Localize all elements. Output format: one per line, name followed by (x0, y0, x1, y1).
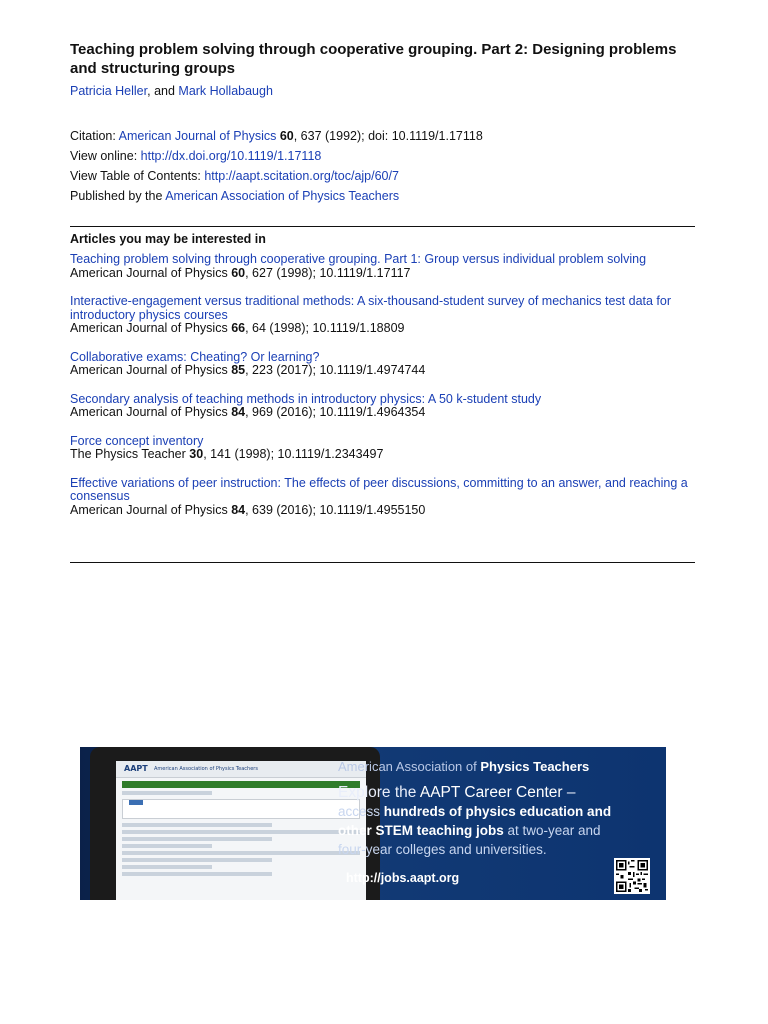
banner-line-2b: hundreds of physics education and (383, 804, 612, 819)
related-article-volume: 84 (231, 502, 246, 517)
related-article-volume: 60 (231, 265, 246, 280)
toc-label: View Table of Contents: (70, 169, 205, 183)
tablet-line (122, 865, 212, 869)
banner-line-1 (338, 783, 658, 802)
qr-code-icon (614, 858, 650, 894)
related-article (70, 393, 695, 420)
cover-page (70, 40, 695, 517)
banner-line-1a: Explore the (338, 784, 420, 801)
related-article-source (70, 322, 695, 336)
related-articles-list (70, 253, 695, 532)
tablet-image (90, 747, 380, 900)
related-article (70, 351, 695, 378)
top-divider (70, 226, 695, 227)
tablet-aapt-logo-sub: American Association of Physics Teachers (154, 766, 258, 772)
related-article-title-link[interactable]: Secondary analysis of teaching methods in introductory physics: A 50 k-student study (70, 391, 542, 406)
banner-line-2 (338, 802, 658, 821)
doi-link[interactable]: http://dx.doi.org/10.1119/1.17118 (140, 149, 322, 163)
tablet-line (122, 872, 272, 876)
tablet-line (122, 851, 360, 855)
tablet-line (122, 858, 272, 862)
banner-line-2a: access (338, 804, 384, 819)
tablet-line (122, 823, 272, 827)
related-article-volume: 30 (189, 447, 204, 461)
banner-org-prefix: American Association of (338, 759, 481, 774)
banner-copy (338, 783, 658, 859)
related-article-citation: , 64 (1998); 10.1119/1.18809 (245, 321, 405, 335)
related-article-title-link[interactable]: Force concept inventory (70, 433, 204, 448)
related-article-citation: , 969 (2016); 10.1119/1.4964354 (245, 405, 426, 419)
toc-link[interactable]: http://aapt.scitation.org/toc/ajp/60/7 (204, 169, 399, 183)
related-article (70, 295, 695, 336)
author-separator: , and (147, 84, 179, 98)
article-title: Teaching problem solving through cooperative grouping. Part 2: Designing problems and structuring groups (70, 41, 677, 77)
related-article-journal: American Journal of Physics (70, 502, 232, 517)
related-article-volume: 84 (231, 405, 246, 419)
related-article-title-link[interactable]: Teaching problem solving through cooperative grouping. Part 1: Group versus individual problem solving (70, 252, 647, 266)
banner-line-1b: AAPT Career Center (419, 784, 563, 801)
bottom-divider (70, 562, 695, 563)
tablet-line (122, 844, 212, 848)
related-article-citation: , 223 (2017); 10.1119/1.4974744 (245, 363, 426, 377)
tablet-site-header (116, 761, 366, 778)
tablet-screen (116, 761, 366, 900)
related-article-journal: American Journal of Physics (70, 321, 232, 335)
related-article (70, 435, 695, 462)
citation-label: Citation: (70, 129, 119, 143)
publisher-link[interactable]: American Association of Physics Teachers (165, 189, 400, 203)
banner-line-3a: other STEM teaching jobs (338, 823, 504, 838)
related-article-title-link[interactable]: Collaborative exams: Cheating? Or learning? (70, 349, 320, 364)
citation-line (70, 126, 695, 146)
tablet-site-nav (122, 781, 360, 788)
related-article (70, 253, 695, 280)
related-article-journal: American Journal of Physics (70, 265, 232, 280)
related-article-title-link[interactable]: Interactive-engagement versus traditional methods: A six-thousand-student survey of mechanics test data for introductory physics courses (70, 294, 672, 322)
related-article-source (70, 267, 695, 281)
tablet-line (122, 837, 272, 841)
related-article-source (70, 364, 695, 378)
author-link-hollabaugh[interactable]: Mark Hollabaugh (178, 84, 273, 98)
related-heading: Articles you may be interested in (70, 232, 266, 246)
author-link-heller[interactable]: Patricia Heller (70, 84, 148, 98)
tablet-search-button (129, 800, 143, 805)
related-article-volume: 85 (231, 363, 246, 377)
tablet-line (122, 791, 212, 795)
toc-line (70, 166, 695, 186)
publisher-line (70, 186, 695, 206)
banner-org-name (338, 759, 589, 774)
banner-line-3 (338, 821, 658, 840)
related-article-citation: , 627 (1998); 10.1119/1.17117 (245, 265, 411, 280)
tablet-search-box (122, 799, 360, 819)
related-article-journal: American Journal of Physics (70, 405, 232, 419)
tablet-aapt-logo: AAPT (124, 764, 148, 773)
related-article-citation: , 141 (1998); 10.1119/1.2343497 (203, 447, 384, 461)
banner-org-strong: Physics Teachers (480, 759, 590, 774)
author-list (70, 84, 695, 98)
citation-volume: 60 (279, 129, 294, 143)
related-article (70, 477, 695, 518)
related-article-source (70, 504, 695, 518)
published-label: Published by the (70, 189, 166, 203)
banner-url-link[interactable]: http://jobs.aapt.org (346, 871, 460, 885)
citation-rest: , 637 (1992); doi: 10.1119/1.17118 (293, 129, 483, 143)
view-online-label: View online: (70, 149, 141, 163)
related-article-source (70, 406, 695, 420)
related-article-title-link[interactable]: Effective variations of peer instruction: The effects of peer discussions, committing to an answer, and reaching a consensus (70, 475, 688, 503)
journal-link[interactable]: American Journal of Physics (118, 129, 277, 143)
citation-block (70, 126, 695, 206)
tablet-line (122, 830, 360, 834)
related-article-volume: 66 (231, 321, 246, 335)
banner-line-4: four-year colleges and universities. (338, 842, 547, 857)
related-article-source (70, 448, 695, 462)
related-article-journal: American Journal of Physics (70, 363, 232, 377)
banner-line-3b: at two-year and (503, 823, 601, 838)
banner-line-1c: – (562, 784, 576, 801)
career-center-banner-ad[interactable] (80, 747, 666, 900)
view-online-line (70, 146, 695, 166)
related-article-journal: The Physics Teacher (70, 447, 190, 461)
related-article-citation: , 639 (2016); 10.1119/1.4955150 (245, 502, 426, 517)
